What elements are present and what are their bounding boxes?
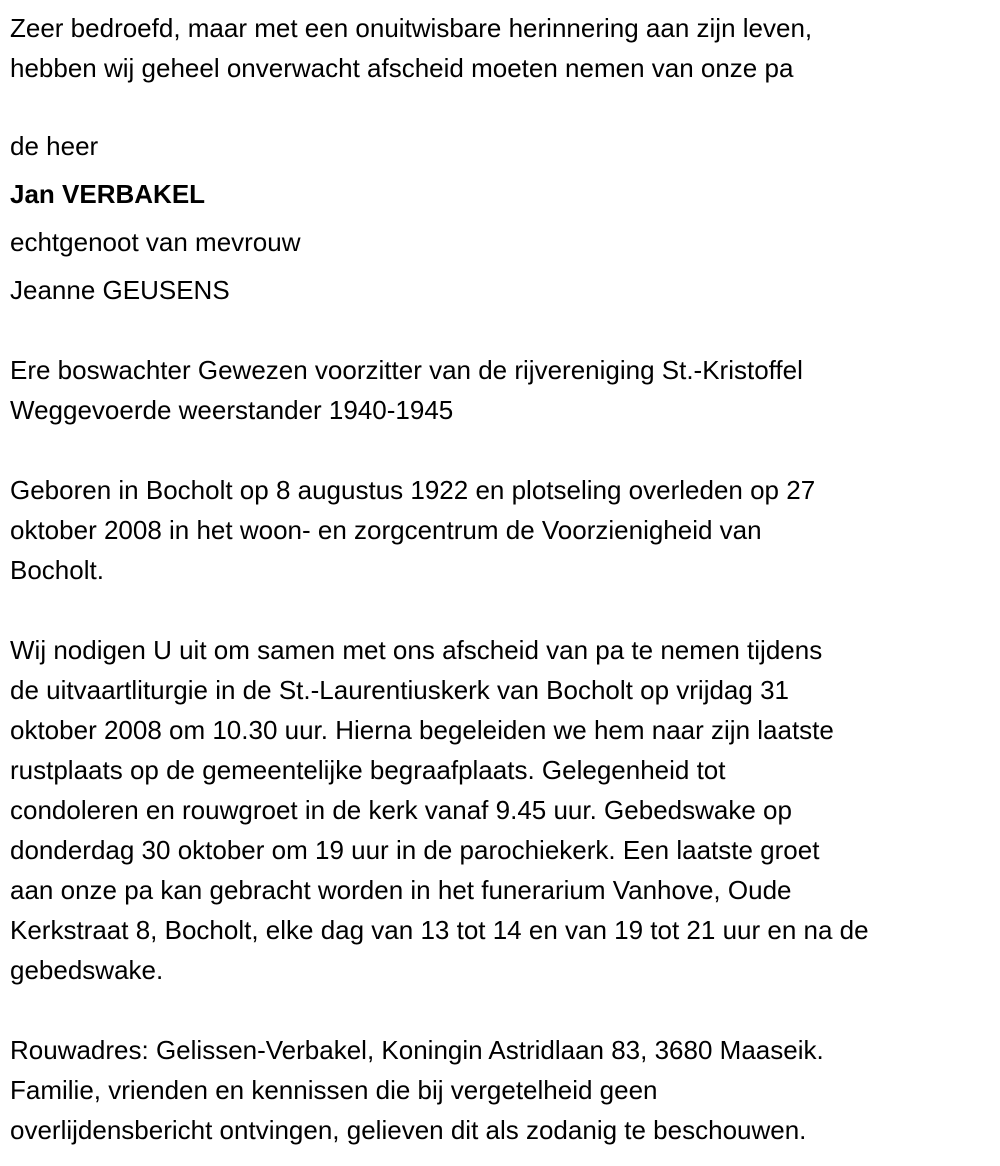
text-line: overlijdensbericht ontvingen, gelieven dit als zodanig te beschouwen. bbox=[10, 1115, 807, 1145]
honorific: de heer bbox=[10, 131, 99, 161]
text-line: Kerkstraat 8, Bocholt, elke dag van 13 tot 14 en van 19 tot 21 uur en na de bbox=[10, 915, 869, 945]
text-line: donderdag 30 oktober om 19 uur in de parochiekerk. Een laatste groet bbox=[10, 835, 820, 865]
text-line: oktober 2008 in het woon- en zorgcentrum de Voorzienigheid van bbox=[10, 515, 762, 545]
relation: echtgenoot van mevrouw bbox=[10, 227, 301, 257]
spouse-name: Jeanne GEUSENS bbox=[10, 275, 230, 305]
text-line: Zeer bedroefd, maar met een onuitwisbare herinnering aan zijn leven, bbox=[10, 13, 813, 43]
text-line: Wij nodigen U uit om samen met ons afscheid van pa te nemen tijdens bbox=[10, 635, 823, 665]
text-line: Geboren in Bocholt op 8 augustus 1922 en plotseling overleden op 27 bbox=[10, 475, 816, 505]
intro-paragraph bbox=[10, 8, 812, 88]
text-line: gebedswake. bbox=[10, 955, 164, 985]
roles-paragraph bbox=[10, 350, 803, 430]
text-line: rustplaats op de gemeentelijke begraafplaats. Gelegenheid tot bbox=[10, 755, 726, 785]
deceased-block bbox=[10, 122, 301, 314]
text-line: Ere boswachter Gewezen voorzitter van de rijvereniging St.-Kristoffel bbox=[10, 355, 803, 385]
text-line: condoleren en rouwgroet in de kerk vanaf 9.45 uur. Gebedswake op bbox=[10, 795, 792, 825]
text-line: Familie, vrienden en kennissen die bij vergetelheid geen bbox=[10, 1075, 658, 1105]
text-line: de uitvaartliturgie in de St.-Laurentiuskerk van Bocholt op vrijdag 31 bbox=[10, 675, 789, 705]
text-line: Bocholt. bbox=[10, 555, 104, 585]
address-paragraph bbox=[10, 1030, 824, 1150]
text-line: Rouwadres: Gelissen-Verbakel, Koningin Astridlaan 83, 3680 Maaseik. bbox=[10, 1035, 824, 1065]
text-line: oktober 2008 om 10.30 uur. Hierna begeleiden we hem naar zijn laatste bbox=[10, 715, 834, 745]
text-line: Weggevoerde weerstander 1940-1945 bbox=[10, 395, 454, 425]
birth-death-paragraph bbox=[10, 470, 815, 590]
invitation-paragraph bbox=[10, 630, 869, 990]
deceased-name: Jan VERBAKEL bbox=[10, 179, 206, 209]
text-line: hebben wij geheel onverwacht afscheid moeten nemen van onze pa bbox=[10, 53, 794, 83]
text-line: aan onze pa kan gebracht worden in het funerarium Vanhove, Oude bbox=[10, 875, 792, 905]
